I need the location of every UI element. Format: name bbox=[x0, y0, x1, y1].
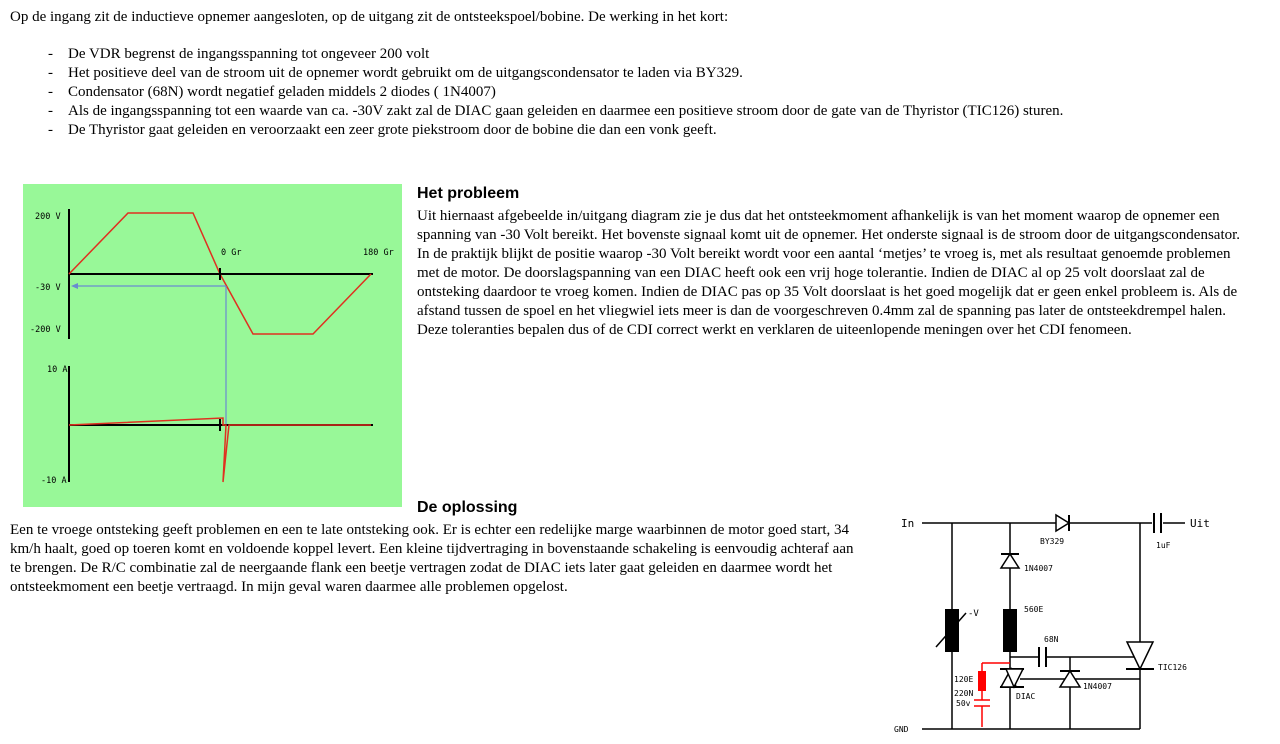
label-1n4007-top: 1N4007 bbox=[1024, 564, 1053, 573]
section-heading-probleem: Het probleem bbox=[417, 185, 520, 202]
label-0gr: 0 Gr bbox=[221, 248, 242, 258]
paragraph-line: Een te vroege ontsteking geeft problemen en een te late ontsteking ook. Er is echter een redelijke marge waarbinnen de motor goed start, 34 bbox=[10, 522, 850, 538]
paragraph-line: spanning van -30 Volt bereikt. Het bovenste signaal komt uit de opnemer. Het onderste signaal is de stroom door de uitgangscondensator. bbox=[417, 227, 1241, 243]
list-item-text: Als de ingangsspanning tot een waarde van ca. -30V zakt zal de DIAC gaan geleiden en daarmee een positieve stroom door de gate van de Thyristor (TIC126) sturen. bbox=[68, 103, 1064, 119]
label-by329: BY329 bbox=[1040, 537, 1065, 546]
paragraph-line: met de motor. De doorslagspanning van een DIAC heeft ook een vrij hoge tolerantie. Indien de DIAC al op 25 volt doorslaat zal de bbox=[417, 265, 1205, 281]
label-1n4007-bottom: 1N4007 bbox=[1083, 682, 1112, 691]
paragraph-line: Deze toleranties bepalen dus of de CDI correct werkt en verklaren de uiteenlopende meningen over het CDI fenomeen. bbox=[417, 322, 1132, 338]
label-in: In bbox=[901, 517, 915, 530]
label-gnd: GND bbox=[894, 725, 909, 734]
list-item-text: Condensator (68N) wordt negatief geladen middels 2 diodes ( 1N4007) bbox=[68, 84, 496, 100]
list-item bbox=[10, 83, 1210, 102]
label-68n: 68N bbox=[1044, 635, 1059, 644]
capacitor-68n-icon bbox=[1039, 647, 1046, 667]
paragraph-line: afstand tussen de spoel en het vliegwiel iets meer is dan de voorgeschreven 0.4mm zal de spanning pas later de ontsteekdrempel halen. bbox=[417, 303, 1227, 319]
thyristor-icon bbox=[1126, 642, 1154, 669]
resistor-560e-icon bbox=[1003, 609, 1017, 652]
bullet-marker: - bbox=[48, 65, 53, 81]
list-item bbox=[10, 121, 1210, 140]
vdr-icon bbox=[945, 609, 959, 652]
label-minus200v: -200 V bbox=[30, 325, 61, 335]
label-120e: 120E bbox=[954, 675, 974, 684]
list-item-text: De VDR begrenst de ingangsspanning tot ongeveer 200 volt bbox=[68, 46, 430, 62]
label-vdr: -V bbox=[968, 609, 979, 619]
bullet-marker: - bbox=[48, 46, 53, 62]
list-item bbox=[10, 102, 1210, 121]
diode-top-icon bbox=[1001, 554, 1019, 568]
list-item bbox=[10, 64, 1210, 83]
label-minus30v: -30 V bbox=[35, 283, 61, 293]
label-50v: 50v bbox=[956, 699, 971, 708]
label-200v: 200 V bbox=[35, 212, 61, 222]
resistor-120e-icon bbox=[978, 671, 986, 691]
diagram-background bbox=[23, 184, 402, 507]
oplossing-paragraph bbox=[10, 521, 880, 597]
paragraph-line: ontsteekmoment een beetje vertraagd. In mijn geval waren daarmee alle problemen opgelost. bbox=[10, 579, 568, 595]
label-560e: 560E bbox=[1024, 605, 1044, 614]
intro-text: Op de ingang zit de inductieve opnemer aangesloten, op de uitgang zit de ontsteekspoel/bobine. De werking in het kort: bbox=[10, 9, 729, 25]
paragraph-line: ontsteking daardoor te vroeg komen. Indien de DIAC pas op 35 Volt doorslaat is het goed mogelijk dat er geen enkel probleem is. Als de bbox=[417, 284, 1238, 300]
label-1uf: 1uF bbox=[1156, 541, 1171, 550]
paragraph-line: te brengen. De R/C combinatie zal de neergaande flank een beetje vertragen zodat de DIAC iets later gaat geleiden en daarmee wordt het bbox=[10, 560, 833, 576]
probleem-paragraph bbox=[417, 207, 1267, 340]
io-diagram bbox=[23, 184, 402, 507]
bullet-marker: - bbox=[48, 84, 53, 100]
bullet-marker: - bbox=[48, 103, 53, 119]
label-tic126: TIC126 bbox=[1158, 663, 1187, 672]
label-10a: 10 A bbox=[47, 365, 68, 375]
function-list bbox=[10, 45, 1210, 140]
label-minus10a: -10 A bbox=[41, 476, 67, 486]
list-item bbox=[10, 45, 1210, 64]
output-capacitor-icon bbox=[1154, 513, 1161, 533]
bullet-marker: - bbox=[48, 122, 53, 138]
paragraph-line: km/h haalt, goed op toeren komt en voldoende koppel levert. Een kleine tijdvertraging in bovenstaande schakeling is eenvoudig achteraf aan bbox=[10, 541, 854, 557]
label-uit: Uit bbox=[1190, 517, 1210, 530]
diac-icon bbox=[1000, 669, 1024, 687]
label-diac: DIAC bbox=[1016, 692, 1036, 701]
label-180gr: 180 Gr bbox=[363, 248, 394, 258]
by329-diode-icon bbox=[1056, 515, 1069, 531]
list-item-text: De Thyristor gaat geleiden en veroorzaakt een zeer grote piekstroom door de bobine die dan een vonk geeft. bbox=[68, 122, 717, 138]
cdi-schematic bbox=[890, 505, 1275, 743]
section-heading-oplossing: De oplossing bbox=[417, 499, 518, 516]
paragraph-line: In de praktijk blijkt de positie waarop -30 Volt bereikt wordt voor een aantal ‘metjes’ te vroeg is, met als resultaat genoemde problemen bbox=[417, 246, 1231, 262]
paragraph-line: Uit hiernaast afgebeelde in/uitgang diagram zie je dus dat het ontsteekmoment afhankelijk is van het moment waarop de opnemer een bbox=[417, 208, 1220, 224]
list-item-text: Het positieve deel van de stroom uit de opnemer wordt gebruikt om de uitgangscondensator te laden via BY329. bbox=[68, 65, 743, 81]
label-220n: 220N bbox=[954, 689, 974, 698]
